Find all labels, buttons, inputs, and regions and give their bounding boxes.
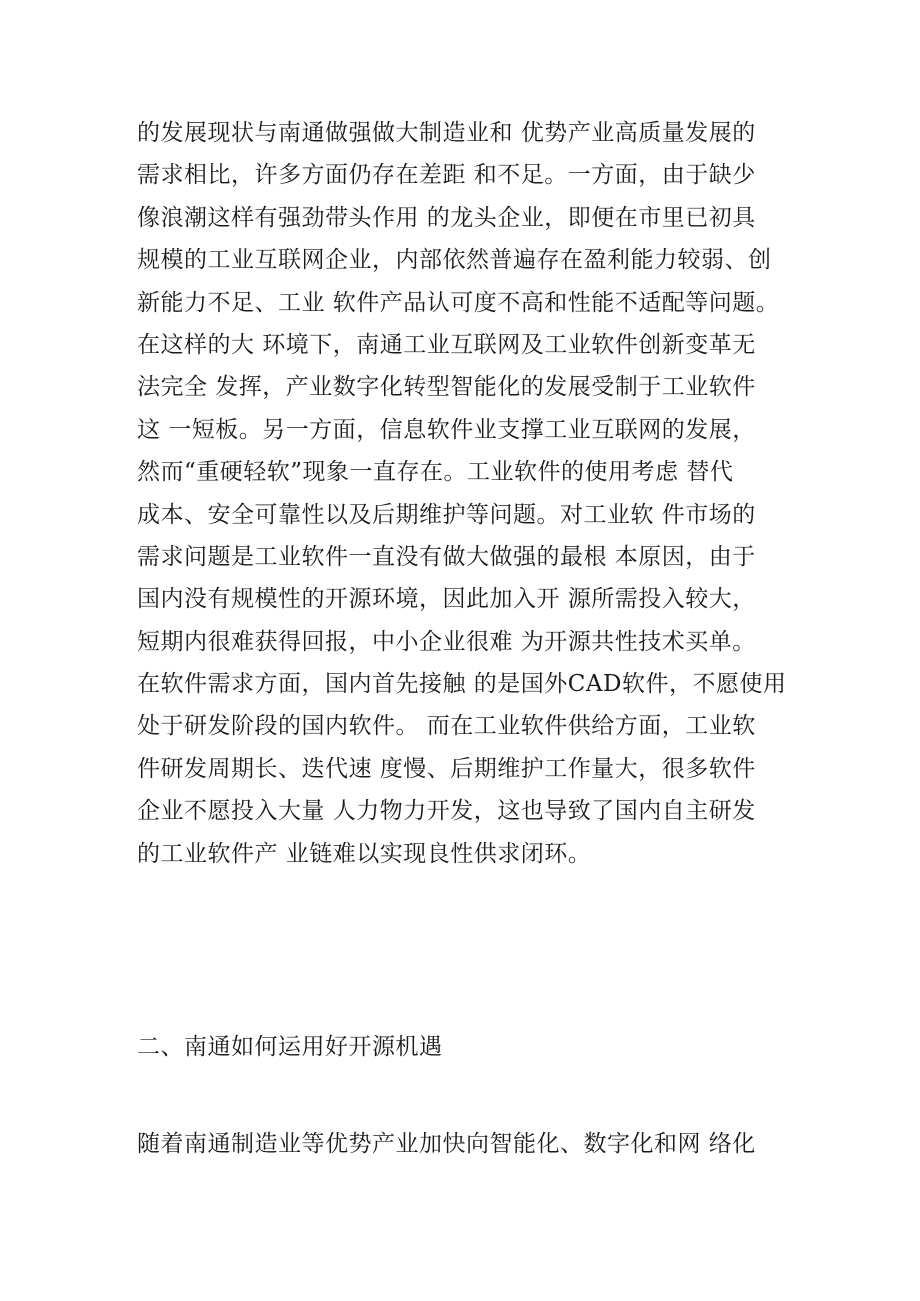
text-line: 然而“重硬轻软”现象一直存在。工业软件的使用考虑 替代 <box>137 459 734 486</box>
text-line: 在这样的大 环境下，南通工业互联网及工业软件创新变革无 <box>137 331 756 358</box>
text-line: 短期内很难获得回报，中小企业很难 为开源共性技术买单。 <box>137 628 756 655</box>
text-line: 件研发周期长、迭代速 度慢、后期维护工作量大，很多软件 <box>137 755 756 782</box>
text-line: 新能力不足、工业 软件产品认可度不高和性能不适配等问题。 <box>137 289 780 316</box>
text-line: 的发展现状与南通做强做大制造业和 优势产业高质量发展的 <box>137 120 756 146</box>
text-line: 的工业软件产 业链难以实现良性供求闭环。 <box>137 840 592 867</box>
text-line: 在软件需求方面，国内首先接触 的是国外CAD软件，不愿使用 <box>137 671 787 698</box>
text-line: 处于研发阶段的国内软件。 而在工业软件供给方面，工业软 <box>137 713 756 740</box>
section-heading: 二、南通如何运用好开源机遇 <box>137 1034 443 1060</box>
paragraph-2: 随着南通制造业等优势产业加快向智能化、数字化和网 络化 <box>137 1131 756 1157</box>
text-line: 需求相比，许多方面仍存在差距 和不足。一方面，由于缺少 <box>137 162 756 189</box>
text-line: 这 一短板。另一方面，信息软件业支撑工业互联网的发展， <box>137 416 756 443</box>
text-line: 成本、安全可靠性以及后期维护等问题。对工业软 件市场的 <box>137 501 756 528</box>
text-line: 企业不愿投入大量 人力物力开发，这也导致了国内自主研发 <box>137 798 756 825</box>
text-line: 国内没有规模性的开源环境，因此加入开 源所需投入较大， <box>137 586 756 613</box>
text-line: 像浪潮这样有强劲带头作用 的龙头企业，即便在市里已初具 <box>137 204 756 231</box>
paragraph-1 <box>137 112 797 875</box>
text-line: 法完全 发挥，产业数字化转型智能化的发展受制于工业软件 <box>137 374 756 401</box>
text-line: 规模的工业互联网企业，内部依然普遍存在盈利能力较弱、创 <box>137 247 772 274</box>
text-line: 需求问题是工业软件一直没有做大做强的最根 本原因，由于 <box>137 543 756 570</box>
